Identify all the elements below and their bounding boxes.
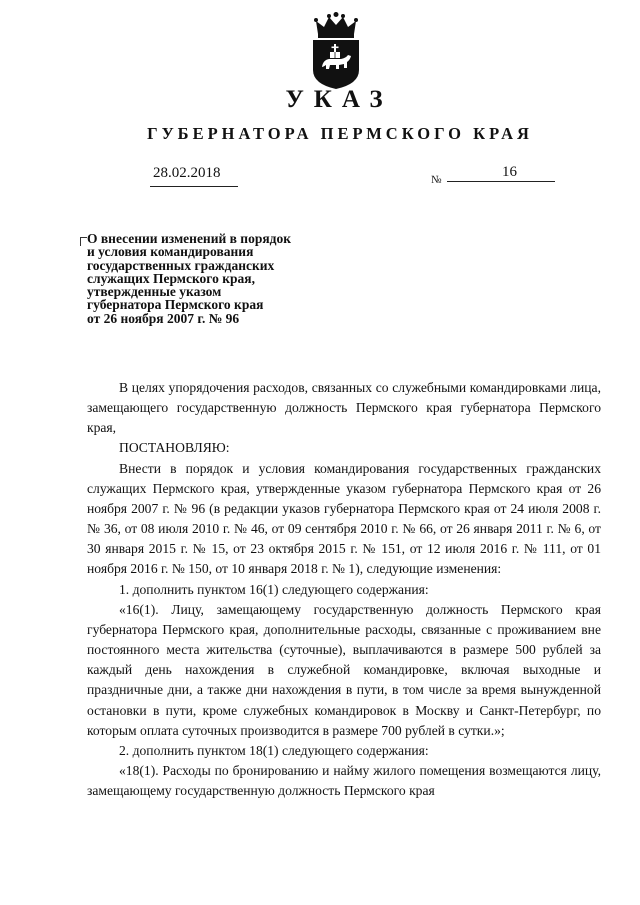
heading-line: губернатора Пермского края (87, 297, 264, 313)
heading-line: и условия командирования (87, 244, 254, 260)
heading-line: утвержденные указом (87, 284, 222, 300)
decree-title: УКАЗ (285, 86, 393, 113)
heading-line: служащих Пермского края, (87, 270, 255, 286)
heading-corner-mark (80, 237, 87, 246)
decree-issuer: ГУБЕРНАТОРА ПЕРМСКОГО КРАЯ (147, 124, 533, 143)
heading-line: государственных гражданских (87, 257, 275, 273)
number-sign: № (431, 174, 442, 186)
preamble-paragraph: В целях упорядочения расходов, связанных со служебными командировками лица, замещающего государственную должность Пермского края губернатора Пермского края, (87, 380, 601, 436)
coat-of-arms-icon (309, 12, 363, 90)
decree-heading (87, 232, 327, 325)
item-2-paragraph: 2. дополнить пунктом 18(1) следующего содержания: (119, 742, 429, 758)
number-underline (447, 181, 555, 182)
heading-line: О внесении изменений в порядок (87, 231, 292, 246)
resolution-word: ПОСТАНОВЛЯЮ: (119, 440, 230, 456)
heading-line: от 26 ноября 2007 г. № 96 (87, 310, 240, 326)
amendment-intro-paragraph: Внести в порядок и условия командирования государственных гражданских служащих Пермского края, утвержденные указом губернатора Пермского края от 26 ноября 2007 г. № 96 (в редакции указов губернатора Пермского края от 24 июля 2008 г. № 36, от 08 июля 2010 г. № 46, от 09 сентября 2010 г. № 66, от 26 января 2011 г. № 6, от 30 января 2015 г. № 15, от 23 октября 2015 г. № 151, от 12 июля 2016 г. № 111, от 01 ноября 2016 г. № 150, от 10 января 2018 г. № 1), следующие изменения: (87, 460, 601, 577)
decree-number: 16 (502, 164, 517, 180)
date-underline (150, 186, 238, 187)
item-1-paragraph: 1. дополнить пунктом 16(1) следующего содержания: (119, 581, 429, 597)
decree-body (87, 378, 601, 801)
decree-date: 28.02.2018 (153, 165, 221, 181)
clause-18-1-paragraph: «18(1). Расходы по бронированию и найму жилого помещения возмещаются лицу, замещающему государственную должность Пермского края (87, 762, 601, 799)
clause-16-1-paragraph: «16(1). Лицу, замещающему государственную должность Пермского края губернатора Пермского края, дополнительные расходы, связанные с проживанием вне постоянного места жительства (суточные), выплачиваются в размере 500 рублей за каждый день нахождения в служебной командировке, включая выходные и праздничные дни, а также дни нахождения в пути, в том числе за время вынужденной остановки в пути, кроме служебных командировок в Москву и Санкт-Петербург, по которым оплата суточных производится в размере 700 рублей в сутки.»; (87, 601, 601, 738)
